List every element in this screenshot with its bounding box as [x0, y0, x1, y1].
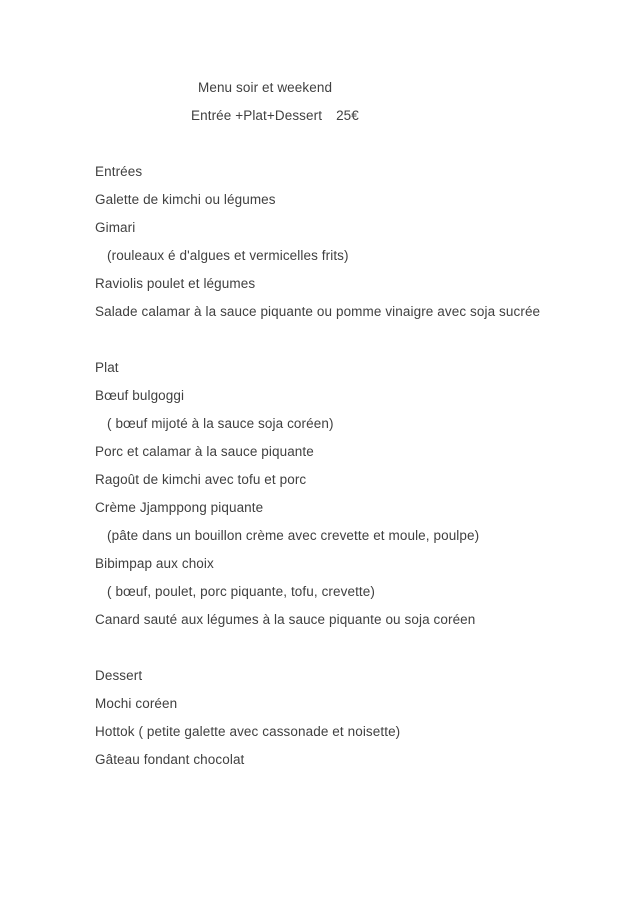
menu-item-description: (pâte dans un bouillon crème avec crevette et moule, poulpe)	[107, 528, 480, 543]
section-heading: Dessert	[95, 668, 143, 683]
menu-section-0	[95, 158, 610, 326]
menu-title: Menu soir et weekend	[198, 80, 333, 95]
menu-item-line: Hottok ( petite galette avec cassonade et noisette)	[95, 724, 401, 739]
menu-formula-line	[191, 102, 610, 130]
menu-section-2	[95, 662, 610, 774]
menu-item-line: Gâteau fondant chocolat	[95, 752, 245, 767]
menu-item-line: Porc et calamar à la sauce piquante	[95, 444, 314, 459]
menu-item-line: Raviolis poulet et légumes	[95, 276, 256, 291]
menu-item-description: ( bœuf mijoté à la sauce soja coréen)	[107, 416, 334, 431]
menu-item-line: Mochi coréen	[95, 696, 178, 711]
section-heading: Entrées	[95, 164, 143, 179]
menu-item-line: Bœuf bulgoggi	[95, 388, 185, 403]
menu-section-1	[95, 354, 610, 634]
menu-item-line: Galette de kimchi ou légumes	[95, 192, 276, 207]
menu-item-line: Salade calamar à la sauce piquante ou pomme vinaigre avec soja sucrée	[95, 304, 541, 319]
menu-item-line: Gimari	[95, 220, 136, 235]
menu-item-line: Canard sauté aux légumes à la sauce piquante ou soja coréen	[95, 612, 476, 627]
menu-item-line: Bibimpap aux choix	[95, 556, 214, 571]
menu-sections	[95, 158, 610, 774]
menu-item-line: Ragoût de kimchi avec tofu et porc	[95, 472, 307, 487]
section-heading: Plat	[95, 360, 119, 375]
menu-formula: Entrée +Plat+Dessert	[191, 108, 323, 123]
menu-item-description: (rouleaux é d'algues et vermicelles frits)	[107, 248, 349, 263]
menu-item-line: Crème Jjamppong piquante	[95, 500, 264, 515]
menu-price: 25€	[336, 108, 359, 123]
menu-item-description: ( bœuf, poulet, porc piquante, tofu, crevette)	[107, 584, 375, 599]
